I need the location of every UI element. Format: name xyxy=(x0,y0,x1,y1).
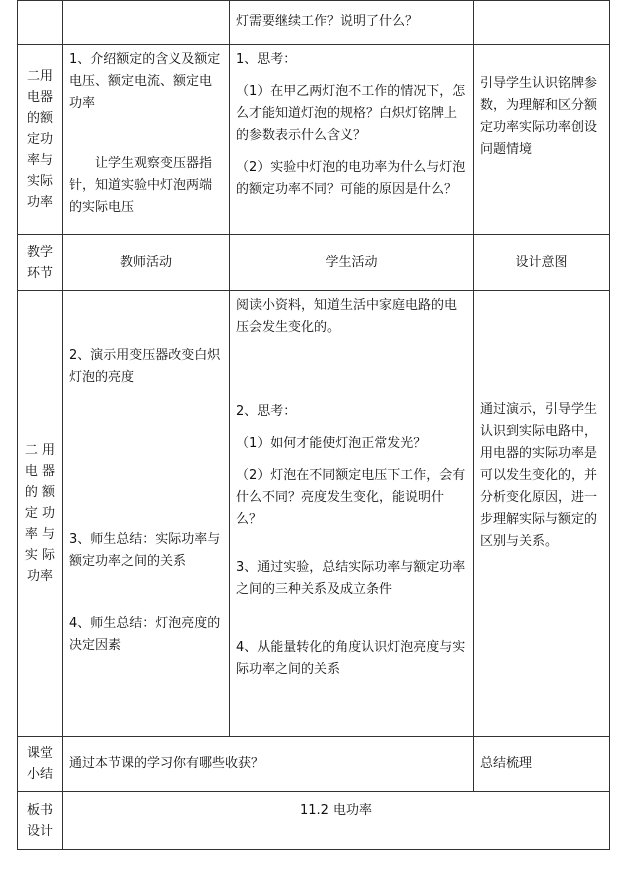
stage-cell xyxy=(18,737,63,792)
stage-text: 二用 xyxy=(26,69,53,84)
stage-cell xyxy=(18,1,63,45)
design-intent-cell xyxy=(474,291,610,737)
stage-text: 率与 xyxy=(26,153,53,168)
stage-text: 定 功 xyxy=(24,506,56,521)
student-activity-text: 4、从能量转化的角度认识灯泡亮度与实际功率之间的关系 xyxy=(236,640,466,677)
teacher-activity-text: 让学生观察变压器指针，知道实验中灯泡两端的实际电压 xyxy=(69,156,213,215)
stage-text: 的 额 xyxy=(24,485,56,500)
student-activity-text: 灯需要继续工作？说明了什么？ xyxy=(236,14,419,29)
student-activity-text: 2、思考： xyxy=(236,404,297,419)
stage-header-text: 教学 xyxy=(26,244,53,260)
student-activity-text: （2）实验中灯泡的电功率为什么与灯泡的额定功率不同？可能的原因是什么？ xyxy=(236,160,466,197)
stage-header-text: 环节 xyxy=(26,265,53,281)
table-row xyxy=(18,737,610,792)
teacher-activity-text: 4、师生总结：灯泡亮度的决定因素 xyxy=(69,616,221,653)
table-row xyxy=(18,45,610,235)
student-activity-cell xyxy=(230,291,474,737)
teacher-activity-cell xyxy=(63,45,230,235)
stage-text: 课堂 xyxy=(26,746,53,761)
stage-text: 电器 xyxy=(26,90,53,105)
design-intent-cell xyxy=(474,737,610,792)
board-design-text: 11.2 电功率 xyxy=(299,803,373,818)
teacher-activity-cell xyxy=(63,1,230,45)
stage-text: 率 与 xyxy=(24,527,56,542)
summary-content-cell xyxy=(63,737,474,792)
stage-cell xyxy=(18,792,63,850)
table-row xyxy=(18,291,610,737)
stage-text: 二 用 xyxy=(24,443,56,458)
stage-text: 定功 xyxy=(26,132,53,147)
teacher-activity-text: 3、师生总结：实际功率与额定功率之间的关系 xyxy=(69,532,221,569)
student-activity-header: 学生活动 xyxy=(230,235,474,291)
teacher-activity-header: 教师活动 xyxy=(63,235,230,291)
stage-text: 设计 xyxy=(26,823,53,839)
student-activity-text: 1、思考： xyxy=(236,52,297,67)
design-intent-cell xyxy=(474,45,610,235)
stage-text: 板书 xyxy=(26,802,53,818)
stage-text: 实 际 xyxy=(24,548,56,563)
stage-header-cell xyxy=(18,235,63,291)
summary-text: 通过本节课的学习你有哪些收获？ xyxy=(69,756,265,771)
design-intent-text: 引导学生认识铭牌参数，为理解和区分额定功率实际功率创设问题情境 xyxy=(480,76,598,157)
design-intent-text: 总结梳理 xyxy=(480,756,533,771)
board-design-cell xyxy=(63,792,610,850)
student-activity-text: （2）灯泡在不同额定电压下工作，会有什么不同？亮度发生变化，能说明什么？ xyxy=(236,468,466,527)
stage-text: 功率 xyxy=(26,569,53,584)
student-activity-text: （1）在甲乙两灯泡不工作的情况下，怎么才能知道灯泡的规格？白炽灯铭牌上的参数表示什么含义？ xyxy=(236,84,466,143)
student-activity-cell xyxy=(230,1,474,45)
stage-cell xyxy=(18,291,63,737)
stage-text: 的额 xyxy=(26,111,53,126)
student-activity-text: 3、通过实验，总结实际功率与额定功率之间的三种关系及成立条件 xyxy=(236,560,466,597)
stage-text: 实际 xyxy=(26,174,53,189)
design-intent-cell xyxy=(474,1,610,45)
stage-cell xyxy=(18,45,63,235)
teacher-activity-cell xyxy=(63,291,230,737)
student-activity-text: 阅读小资料，知道生活中家庭电路的电压会发生变化的。 xyxy=(236,298,458,335)
design-intent-header: 设计意图 xyxy=(474,235,610,291)
stage-text: 功率 xyxy=(26,195,53,210)
lesson-plan-table xyxy=(17,0,610,850)
design-intent-text: 通过演示，引导学生认识到实际电路中，用电器的实际功率是可以发生变化的，并分析变化原因，进一步理解实际与额定的区别与关系。 xyxy=(480,402,598,549)
student-activity-text: （1）如何才能使灯泡正常发光？ xyxy=(236,436,427,451)
table-row xyxy=(18,1,610,45)
stage-text: 电 器 xyxy=(24,464,56,479)
student-activity-cell xyxy=(230,45,474,235)
teacher-activity-text: 1、介绍额定的含义及额定电压、额定电流、额定电功率 xyxy=(69,52,221,111)
table-row xyxy=(18,792,610,850)
stage-text: 小结 xyxy=(26,767,53,782)
teacher-activity-text: 2、演示用变压器改变白炽灯泡的亮度 xyxy=(69,348,221,385)
table-header-row xyxy=(18,235,610,291)
